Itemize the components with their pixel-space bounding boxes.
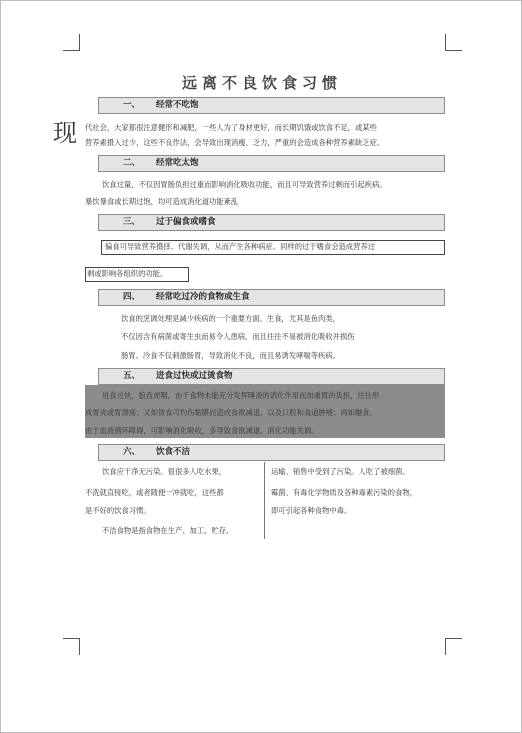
paragraph-line: 营养素摄入过少，这些不良作法，会导致出现消瘦、乏力，严重的会造成各种营养素缺乏症。 xyxy=(85,138,385,147)
column-left-line: 不洁食物是指食物在生产、加工、贮存、 xyxy=(102,526,234,535)
section-heading-5 xyxy=(98,368,445,385)
section-heading-4 xyxy=(98,289,445,306)
column-right-line: 运输、销售中受到了污染。人吃了被细菌、 xyxy=(271,467,410,476)
paragraph-line: 代社会，大家都很注意健形和减肥，一些人为了身材更好，而长期饥饿或饮食不足，或某些 xyxy=(85,123,377,132)
column-left-line: 饮食应干净无污染。很很多人吃水果， xyxy=(102,467,227,476)
section-title: 经常吃过冷的食物或生食 xyxy=(156,292,250,302)
section-number: 五、 xyxy=(123,371,141,381)
paragraph-line: 肠胃。冷食不仅刺激肠胃，导致消化不良，而且易诱发哮喘等疾病。 xyxy=(121,351,340,360)
section-number: 四、 xyxy=(123,292,141,302)
drop-cap: 现 xyxy=(53,119,77,147)
section-heading-1 xyxy=(98,97,445,114)
section-heading-2 xyxy=(98,155,445,172)
section-title: 经常不吃饱 xyxy=(156,100,199,110)
paragraph-line: 进食过快，狼吞虎咽，由于食物未能充分发挥唾液的消化作用而加重胃的负担，往往形 xyxy=(102,391,380,400)
column-right-line: 即可引起各种食物中毒。 xyxy=(271,506,352,515)
crop-mark-bottom-left xyxy=(63,638,80,655)
paragraph-line: 由于血液循环障碍，可影响消化吸收，多导致食欲减退、消化功能失调。 xyxy=(85,426,319,435)
crop-mark-top-left xyxy=(63,34,80,51)
section-title: 进食过快或过烫食物 xyxy=(156,371,233,381)
section-heading-6 xyxy=(98,444,445,461)
column-left-line: 是不好的饮食习惯。 xyxy=(85,506,151,515)
section-heading-3 xyxy=(98,214,445,231)
paragraph-line: 饮食过量，不仅因胃肠负担过重而影响消化吸收功能，而且可导致营养过剩而引起疾病。 xyxy=(102,180,387,189)
crop-mark-bottom-right xyxy=(445,638,462,655)
section-number: 六、 xyxy=(123,447,141,457)
paragraph-line: 偏食可导致营养摄择、代谢失调，从而产生各种病症。同样的过于嗜食会造成营养过 xyxy=(105,242,375,251)
paragraph-line: 饮食的烹调处理是减少疾病的一个重要方面。生食，尤其是鱼肉类， xyxy=(121,314,340,323)
section-title: 经常吃太饱 xyxy=(156,158,199,168)
paragraph-line: 剩或影响各组织的功能。 xyxy=(87,269,168,278)
section-number: 三、 xyxy=(123,217,141,227)
section-title: 过于偏食或嗜食 xyxy=(156,217,216,227)
paragraph-line: 不仅因含有病菌或寄生虫而易令人患病，而且往往不易被消化吸收并损伤 xyxy=(121,332,355,341)
document-title: 远离不良饮食习惯 xyxy=(181,74,342,92)
column-right-line: 霉菌、有毒化学物质及各种毒素污染的食物， xyxy=(271,488,417,497)
paragraph-line: 成胃炎或胃溃疡；又如烫食可灼伤黏膜而造成食欲减退，以及口腔和食道肿痛；再如酗食， xyxy=(85,408,377,417)
column-left-line: 不洗就直接吃，或者随便一冲就吃，这些都 xyxy=(85,488,224,497)
paragraph-line: 暴饮暴食或长期过饱，均可造成消化道功能紊乱 xyxy=(85,197,239,206)
section-number: 一、 xyxy=(123,100,141,110)
section-number: 二、 xyxy=(123,158,141,168)
section-title: 饮食不洁 xyxy=(156,447,191,457)
column-divider xyxy=(264,462,265,539)
crop-mark-top-right xyxy=(445,34,462,51)
